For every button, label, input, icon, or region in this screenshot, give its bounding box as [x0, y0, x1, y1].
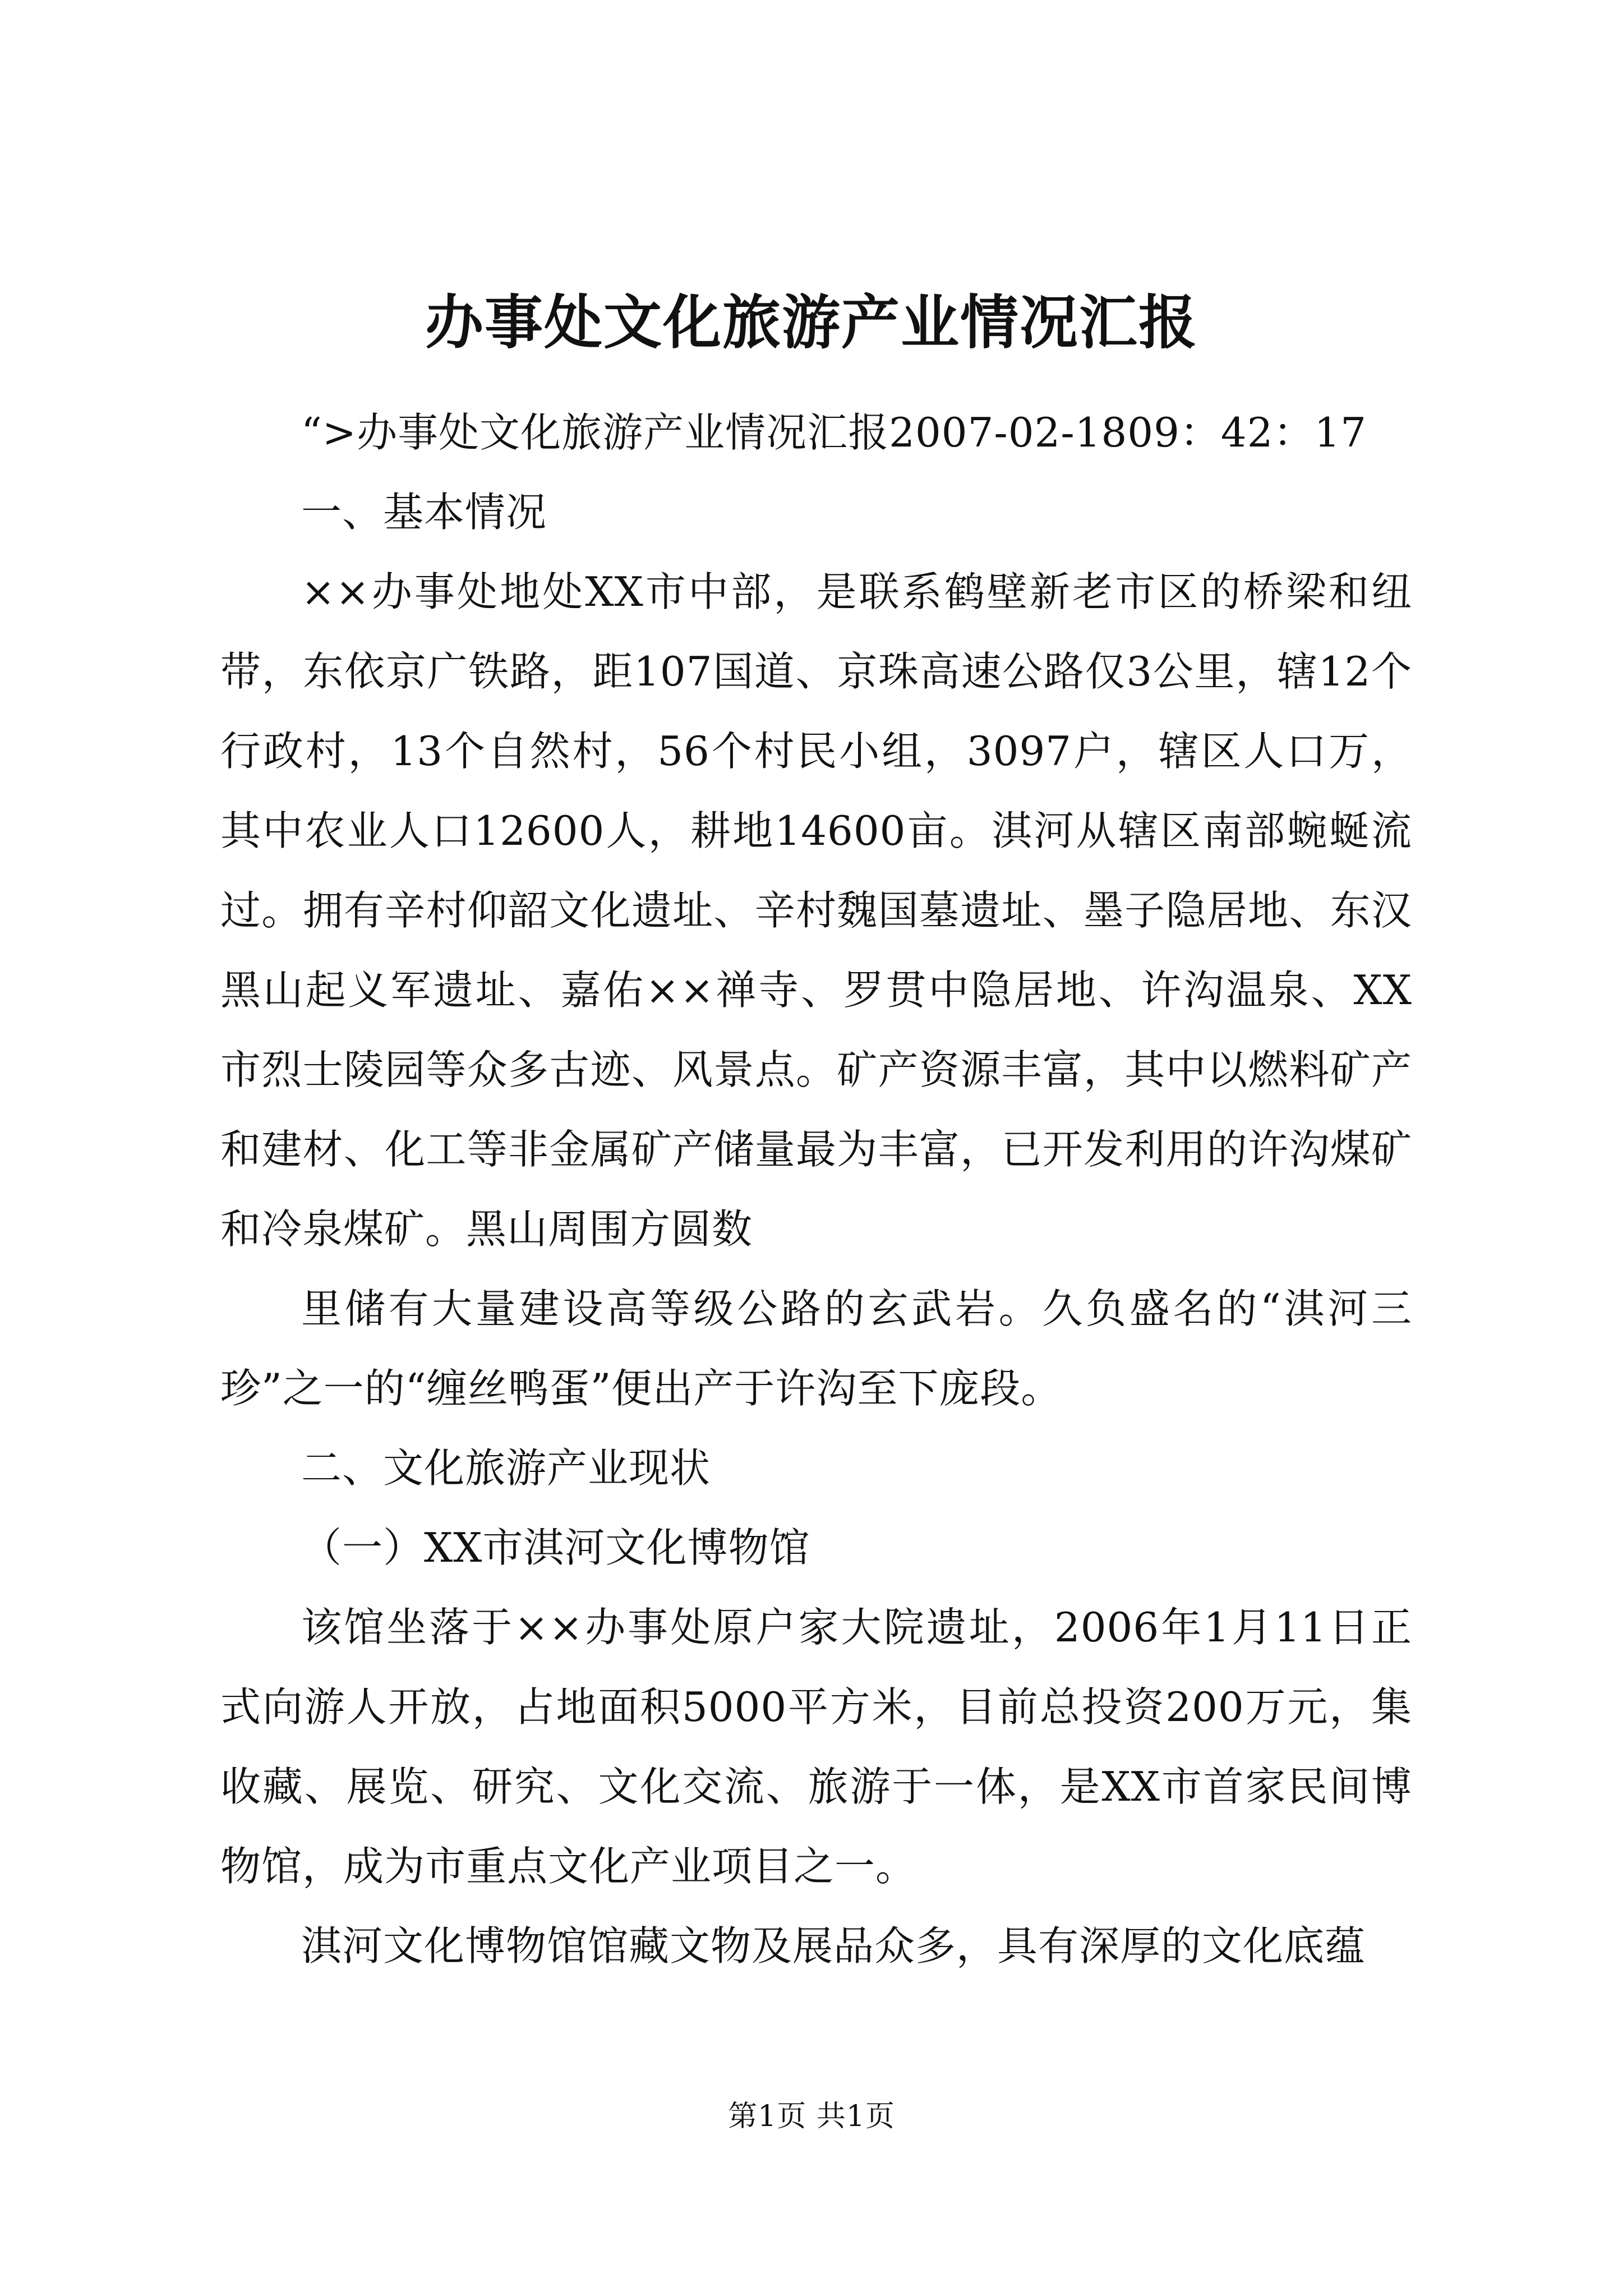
paragraph-subtitle-line: “>办事处文化旅游产业情况汇报2007-02-1809：42：17: [301, 409, 1367, 456]
document-body: [220, 393, 1412, 1986]
document-title: 办事处文化旅游产业情况汇报: [425, 288, 1198, 357]
section-heading-industry-status: 二、文化旅游产业现状: [301, 1444, 711, 1492]
subsection-heading-museum: （一）XX市淇河文化博物馆: [301, 1524, 810, 1571]
paragraph-basic-situation: ××办事处地处XX市中部，是联系鹤壁新老市区的桥梁和纽带，东依京广铁路，距107国道、京珠高速公路仅3公里，辖12个行政村，13个自然村，56个村民小组，3097户，辖区人口万，其中农业人口12600人，耕地14600亩。淇河从辖区南部蜿蜒流过。拥有辛村仰韶文化遗址、辛村魏国墓遗址、墨子隐居地、东汉黑山起义军遗址、嘉佑××禅寺、罗贯中隐居地、许沟温泉、XX市烈士陵园等众多古迹、风景点。矿产资源丰富，其中以燃料矿产和建材、化工等非金属矿产储量最为丰富，已开发利用的许沟煤矿和冷泉煤矿。黑山周围方圆数: [220, 568, 1412, 1253]
page-footer: 第1页 共1页: [728, 2100, 895, 2133]
paragraph-basalt: 里储有大量建设高等级公路的玄武岩。久负盛名的“淇河三珍”之一的“缠丝鸭蛋”便出产于许沟至下庞段。: [220, 1285, 1412, 1412]
paragraph-museum-intro: 该馆坐落于××办事处原户家大院遗址，2006年1月11日正式向游人开放，占地面积5000平方米，目前总投资200万元，集收藏、展览、研究、文化交流、旅游于一体，是XX市首家民间博物馆，成为市重点文化产业项目之一。: [220, 1604, 1412, 1890]
section-heading-basic-situation: 一、基本情况: [301, 489, 547, 536]
paragraph-museum-collection: 淇河文化博物馆馆藏文物及展品众多，具有深厚的文化底蕴: [301, 1922, 1366, 1970]
